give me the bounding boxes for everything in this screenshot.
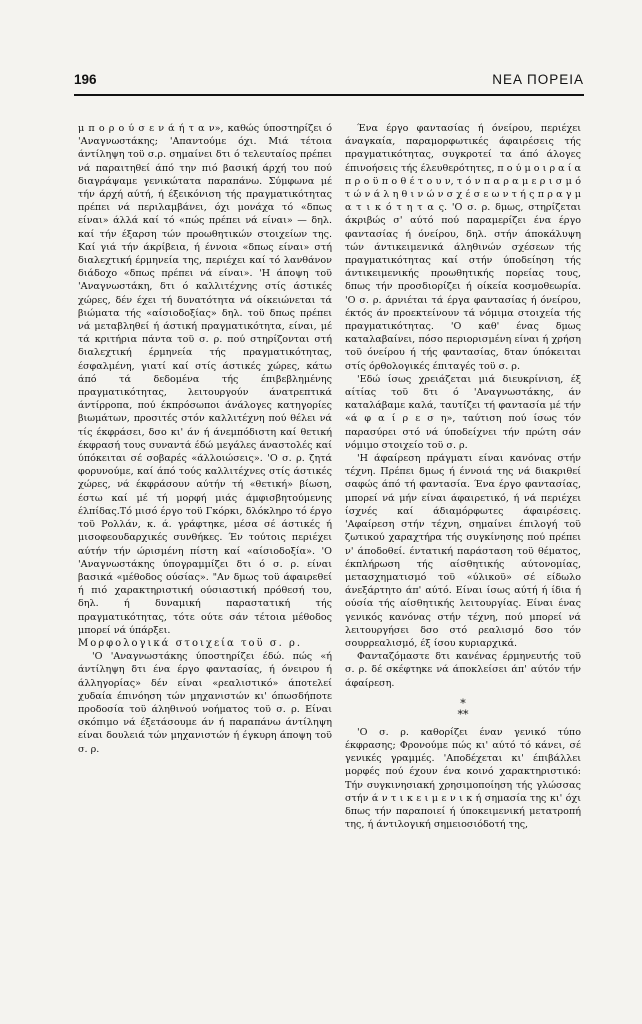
- asterism-divider: * **: [457, 696, 469, 721]
- left-paragraph-1: μ π ο ρ ο ύ σ ε ν ά ή τ α ν», καθώς ύποστηρίζει ό 'Αναγνωστάκης; 'Απαντούμε όχι. Μιά τέτοια άντίληψη τοϋ σ.ρ. σημαίνει δτι ό τελευταίος πρέπει νά παραιτηθεί άπό την πιό βασική άρχή του πού διαγράψαμε γενικώτατα παραπάνω. Σύμφωνα μέ τήν άρχή αύτή, ή έξεικόνιση τής πραγματικότητας πρέπει νά περιλαμβάνει, όχι μονάχα τό «δπως είναι» άλλά καί τό «πώς πρέπει νά είναι» — δηλ. καί τήν έξαρση τών προωθητικών στοιχείων της. Καί γιά τήν άκρίβεια, ή έννοια «δπως είναι» στή διαλεχτική έρμηνεία της, περιέχει καί τό λανθάνον διάδοχο «δπως πρέπει νά είναι». 'Η άποψη τοϋ 'Αναγνωστάκη, δτι ό καλλιτέχνης στίς άστικές χώρες, δέν έχει τή δυνατότητα νά οίκειώνεται τά βιώματα τής «αίσιοδοξίας» δηλ. τοϋ δπως πρέπει νά μεταβληθεί ή άστική πραγματικότητα, είναι, μέ τά κριτήρια πάντα τοϋ σ. ρ. πού στηρίζονται στή διαλεχτική έρμηνεία τής πραγματικότητας, έσφαλμένη, γιατί καί στίς άστικές χώρες, κάτω άπό τά δεδομένα τής έπιβεβλημένης πραγματικότητας, λειτουργούν άνατρεπτικά άντίρροπα, πού έκπρόσωποι άνάλογες κατηγορίες βιωμάτων, προσιτές στόν καλλιτέχνη πού θέλει νά τίς έκφράσει, δσο κι' άν ή άνεμπόδιστη καί θετική έκφρασή τους συναντά έδώ μεγάλες άναστολές καί ύπόκειται σέ σοβαρές «άλλοιώσεις». 'Ο σ. ρ. ζητά φορυνούμε, καί άπό τούς καλλιτέχνες στίς άστικές χώρες, νά έκφράσουν αύτήν τή «θετική» βίωση, έστω καί μέ τή μορφή μιάς άμφισβητούμενης έλπίδας.Τό μισό έργο τοϋ Γκόρκι, δλόκληρο τό έργο τοϋ Ρολλάν, κ. ά. γράφτηκε, μέσα σέ άστικές ή μισοφεουδαρχικές συνθήκες. Έν τούτοις περιέχει αύτήν τήν ώρισμένη πίστη καί «αίσιοδοξία». 'Ο 'Αναγνωστάκης ύπογραμμίζει δτι ό σ. ρ. είναι βασικά «μέθοδος ούσίας». "Αν δμως τοϋ άφαιρεθεί ή πιό χαρακτηριστική ούσιαστική πρόθεσή του, δηλ. ή δυναμική παραστατική τής πραγματικότητας, τότε ούτε σάν τέτοια μέθοδος μπορεί νά ύπάρξει.: [78, 123, 332, 636]
- right-column: [345, 122, 581, 831]
- journal-title: ΝΕΑ ΠΟΡΕΙΑ: [492, 72, 584, 87]
- left-paragraph-2: 'Ο 'Αναγνωστάκης ύποστηρίζει έδώ. πώς «ή άντίληψη δτι ένα έργο φαντασίας, ή όνειρου ή άλληγορίας» δέν είναι «ρεαλιστικό» άποτελεί χυδαία έπινόηση τών μηχανιστών κι' όπωσδήποτε προδοσία τοϋ άληθινού νοήματος τοϋ σ. ρ. Είναι σκόπιμο νά έξετάσουμε άν ή παραπάνω άντίληψη είναι δουλειά τών μηχανιστών ή έγκυρη άποψη τοϋ σ. ρ.: [78, 651, 332, 755]
- right-paragraph-1: Ένα έργο φαντασίας ή όνείρου, περιέχει άναγκαία, παραμορφωτικές άφαιρέσεις τής πραγματικότητας, συγκροτεί τα άπό άλογες έπινοήσεις τής έλευθερότητες, π ο ύ μ ο ι ρ α ί α π ρ ο ϋ π ο θ έ τ ο υ ν, τ ό ν π α ρ α μ ε ρ ι σ μ ό τ ώ ν ά λ η θ ι ν ώ ν σ χ έ σ ε ω ν τ ή ς π ρ α γ μ α τ ι κ ό τ η τ α ς. 'Ο σ. ρ. δμως, στηρίζεται άκριβώς σ' αύτό πού παραμερίζει ένα έργο φαντασίας ή όνείρου, δηλ. στήν άποκάλυψη τών άντικειμενικά άληθινών σχέσεων τής πραγματικότητας καί στήν ύποδείηση τής άντικειμενικής προωθητικής πορείας τους, δπως τήν προσδιορίζει ή οίκεία κοσμοθεωρία. 'Ο σ. ρ. άρνιέται τά έργα φαντασίας ή όνείρου, έκτός άν προεκτείνουν τά νόμιμα στοιχεία τής πραγματικότητας. 'Ο καθ' ένας δμως καταλαβαίνει, πόσο περιορισμένη είναι ή χρήση τοϋ όνείρου ή τής φαντασίας, δταν ύπόκειται στίς όρθολογικές έπιταγές τοϋ σ. ρ.: [345, 123, 581, 372]
- right-paragraph-5: 'Ο σ. ρ. καθορίζει έναν γενικό τύπο έκφρασης; Φρονούμε πώς κι' αύτό τό κάνει, σέ γενικές γραμμές. 'Αποδέχεται κι' έπιβάλλει μορφές πού έχουν ένα κοινό χαρακτηριστικό: Τήν συγκινησιακή χρησιμοποίηση τής γλώσσας στήν ά ν τ ι κ ε ι μ ε ν ι κ ή σημασία της κι' όχι δπως τήν παραποιεί ή ύποκειμενική μετατροπή της, ή άντιλογική σημειοσιόδοτή της,: [345, 726, 581, 831]
- right-paragraph-4: Φανταζόμαστε δτι κανένας έρμηνευτής τοϋ σ. ρ. δέ σκέφτηκε νά άποκλείσει άπ' αύτόν τήν άφαίρεση.: [345, 651, 581, 689]
- right-paragraph-2: 'Εδώ ίσως χρειάζεται μιά διευκρίνιση, έξ αίτίας τοϋ δτι ό 'Αναγνωστάκης, άν καταλάβαμε καλά, ταυτίζει τή φαντασία μέ τήν «ά φ α ί ρ ε σ η», ταύτιση πού ίσως τόν παρασύρει στό νά ύποδείχνει τήν πρώτη σάν νόμιμο στοιχείο τοϋ σ. ρ.: [345, 373, 581, 451]
- header-rule: [74, 94, 584, 96]
- page-header: [74, 64, 584, 98]
- left-column: [78, 122, 332, 756]
- right-paragraph-3: 'Η άφαίρεση πράγματι είναι κανόνας στήν τέχνη. Πρέπει δμως ή έννοιά της νά διακριθεί σαφώς άπό τή φαντασία. Ένα έργο φαντασίας, μπορεί νά μήν είναι άφαιρετικό, ή νά περιέχει ίσχνές καί άδιαμόρφωτες άφαιρέσεις. 'Αφαίρεση στήν τέχνη, σημαίνει έπιλογή τοϋ ζωτικού χαραχτήρα τής συγκίνησης πού πρέπει ν' άποδοθεί. έντατική παράσταση τοϋ θέματος, έκπλήρωση τής αίσθητικής αύτονομίας, μετασχηματισμό τοϋ «ύλικοϋ» σέ είδωλο άνεξάρτητο άπ' αύτό. Είναι ίσως αύτή ή ίδια ή ούσία τής αίσθητικής λειτουργίας. Είναι ένας γενικός κανόνας στήν τέχνη, πού μπορεί νά λειτουργήσει δσο στό ρεαλισμό δσο τόν σουρρεαλισμό, έξ ίσου κυριαρχικά.: [345, 453, 581, 649]
- page-number: 196: [74, 72, 97, 87]
- section-heading: Μορφολογικά στοιχεία τοϋ σ. ρ.: [78, 637, 303, 649]
